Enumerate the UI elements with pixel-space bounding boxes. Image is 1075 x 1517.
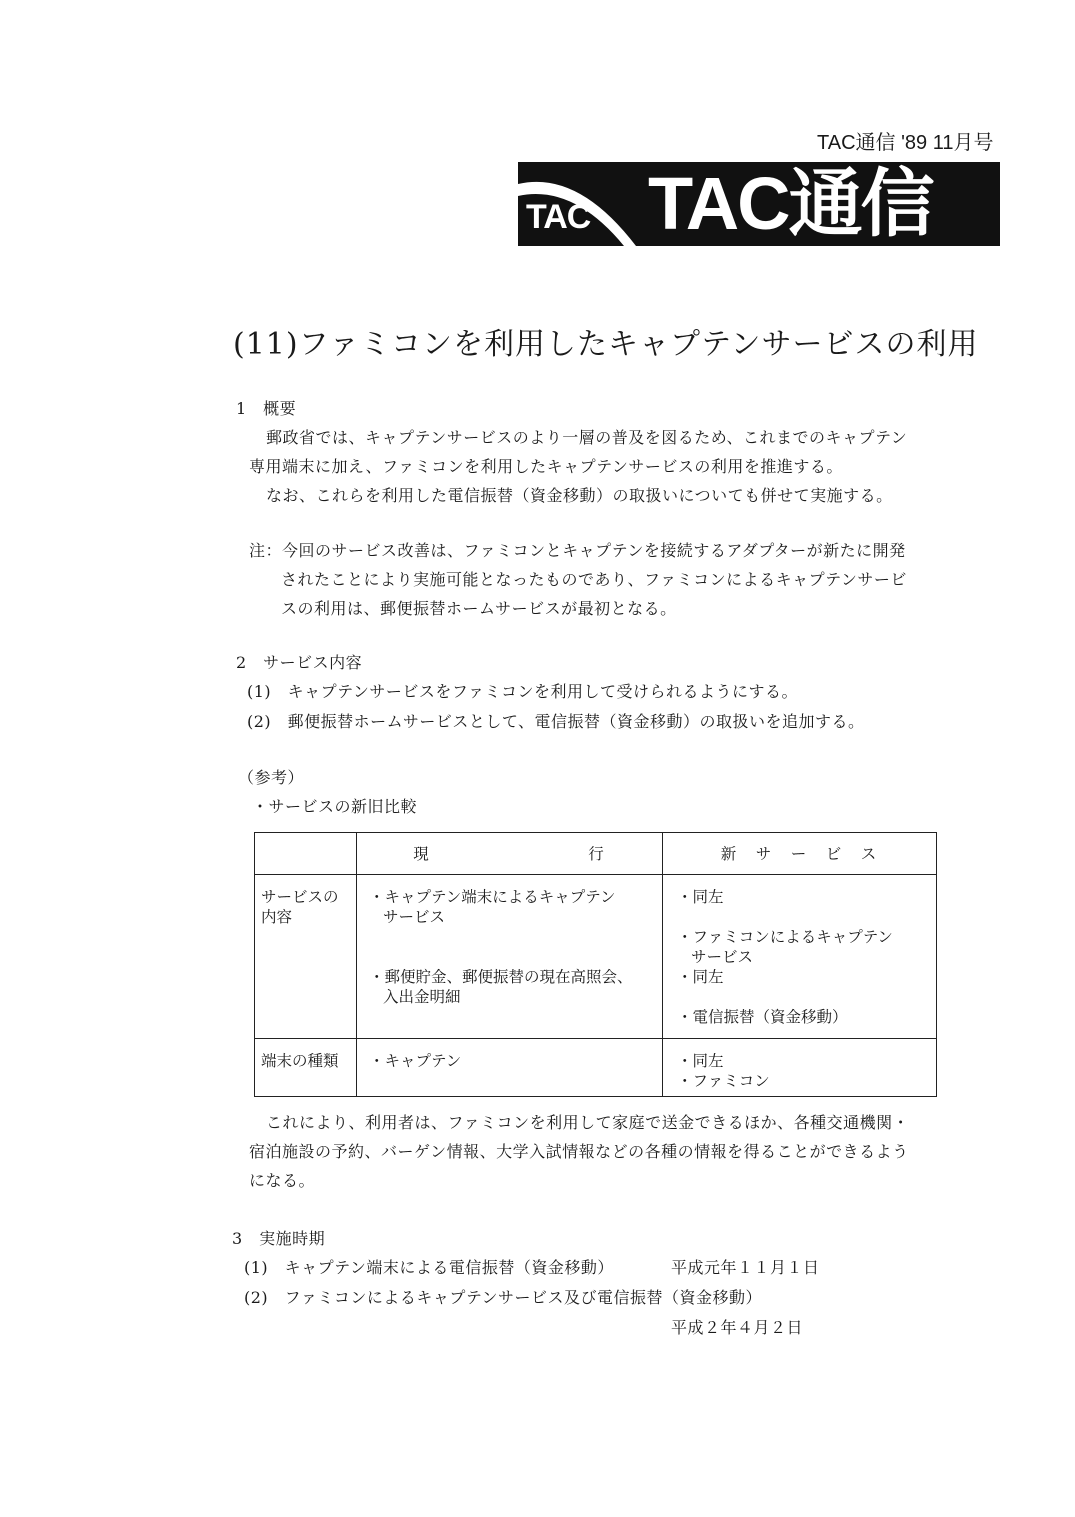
issue-label: TAC通信 '89 11月号: [817, 132, 994, 154]
table-cell: 入出金明細: [383, 988, 461, 1006]
note-line: されたことにより実施可能となったものであり、ファミコンによるキャプテンサービ: [281, 570, 907, 589]
note-line: スの利用は、郵便振替ホームサービスが最初となる。: [281, 599, 677, 618]
table-row: [255, 875, 937, 1039]
table-cell: ・同左: [677, 1052, 724, 1070]
section1-heading: 1 概要: [236, 399, 297, 418]
reference-heading: （参考）: [238, 768, 305, 787]
table-cell: ・ファミコンによるキャプテン: [677, 928, 893, 946]
logo-small-text: TAC: [526, 198, 591, 236]
section3-heading: 3 実施時期: [232, 1229, 326, 1248]
section3-date: 平成元年１１月１日: [671, 1258, 820, 1277]
table-cell: ・同左: [677, 968, 724, 986]
table-cell: ・同左: [677, 888, 724, 906]
comparison-table: [254, 832, 937, 1097]
table-cell: サービス: [383, 908, 446, 926]
row-label: 端末の種類: [261, 1052, 339, 1070]
table-cell: ・電信振替（資金移動）: [677, 1008, 848, 1026]
table-cell: ・郵便貯金、郵便振替の現在高照会、: [369, 968, 633, 986]
section3-date: 平成２年４月２日: [671, 1318, 804, 1337]
row-label: サービスの: [261, 888, 339, 906]
table-cell: ・キャプテン: [369, 1052, 462, 1070]
table-header-current: 現 行: [357, 833, 663, 875]
section1-line: なお、これらを利用した電信振替（資金移動）の取扱いについても併せて実施する。: [266, 486, 893, 505]
reference-subheading: ・サービスの新旧比較: [252, 797, 418, 816]
page-title: (11)ファミコンを利用したキャプテンサービスの利用: [233, 327, 979, 362]
section3-item: (2) ファミコンによるキャプテンサービス及び電信振替（資金移動）: [244, 1288, 763, 1307]
after-table-line: これにより、利用者は、ファミコンを利用して家庭で送金できるほか、各種交通機関・: [266, 1113, 910, 1132]
section2-heading: 2 サービス内容: [236, 653, 363, 672]
table-cell: ・キャプテン端末によるキャプテン: [369, 888, 616, 906]
tac-banner-logo: [518, 162, 1000, 246]
section1-line: 専用端末に加え、ファミコンを利用したキャプテンサービスの利用を推進する。: [249, 457, 843, 476]
row-label: 内容: [261, 908, 293, 926]
section2-item: (2) 郵便振替ホームサービスとして、電信振替（資金移動）の取扱いを追加する。: [247, 712, 865, 731]
table-cell: サービス: [691, 948, 754, 966]
note-line: 注：今回のサービス改善は、ファミコンとキャプテンを接続するアダプターが新たに開発: [249, 541, 906, 560]
after-table-line: になる。: [249, 1171, 316, 1190]
logo-big-text: TAC通信: [648, 162, 933, 245]
table-row: [255, 1039, 937, 1097]
section3-item: (1) キャプテン端末による電信振替（資金移動）: [244, 1258, 614, 1277]
table-cell: ・ファミコン: [677, 1072, 770, 1090]
table-header-blank: [255, 833, 357, 875]
after-table-line: 宿泊施設の予約、バーゲン情報、大学入試情報などの各種の情報を得ることができるよう: [249, 1142, 909, 1161]
section1-line: 郵政省では、キャプテンサービスのより一層の普及を図るため、これまでのキャプテン: [266, 428, 908, 447]
table-header-new: 新 サ ー ビ ス: [663, 833, 937, 875]
table-header-row: [255, 833, 937, 875]
section2-item: (1) キャプテンサービスをファミコンを利用して受けられるようにする。: [247, 682, 799, 701]
